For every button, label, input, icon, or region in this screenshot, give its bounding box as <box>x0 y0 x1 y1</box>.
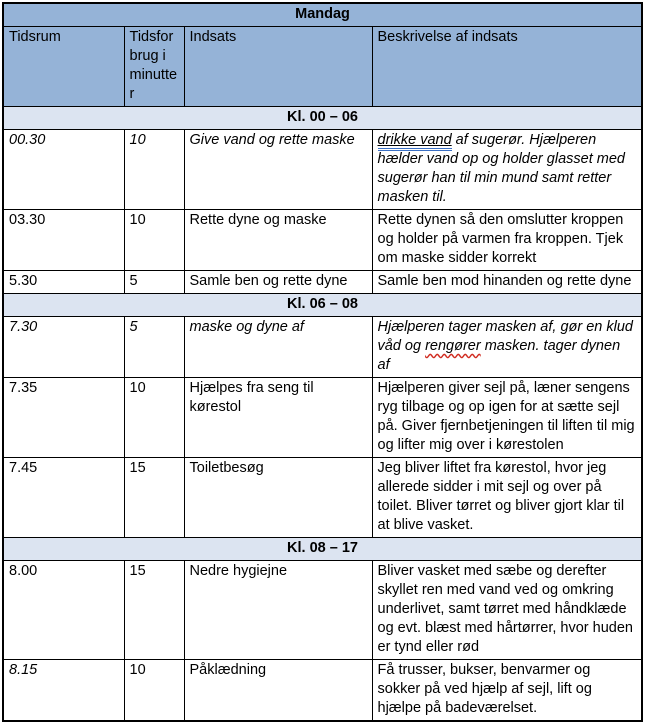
cell-beskrivelse: Samle ben mod hinanden og rette dyne <box>372 271 642 294</box>
cell-tidsforbrug: 10 <box>124 378 184 458</box>
col-header-tidsforbrug: Tidsforbrug i minutter <box>124 27 184 107</box>
section-row <box>3 538 642 561</box>
cell-indsats: Samle ben og rette dyne <box>184 271 372 294</box>
section-header-08-17: Kl. 08 – 17 <box>3 538 642 561</box>
cell-tidsrum: 8.00 <box>3 561 124 660</box>
cell-beskrivelse <box>372 130 642 210</box>
table-row <box>3 130 642 210</box>
cell-tidsforbrug: 10 <box>124 210 184 271</box>
section-row <box>3 107 642 130</box>
cell-beskrivelse: Bliver vasket med sæbe og derefter skyllet ren med vand ved og omkring underlivet, samt tørret med håndklæde og evt. blæst med hårtørrer, hvor huden er tynd eller rød <box>372 561 642 660</box>
cell-tidsrum: 00.30 <box>3 130 124 210</box>
cell-indsats: Toiletbesøg <box>184 458 372 538</box>
cell-tidsforbrug: 15 <box>124 561 184 660</box>
cell-tidsforbrug: 5 <box>124 317 184 378</box>
section-header-06-08: Kl. 06 – 08 <box>3 294 642 317</box>
description-text: Hjælperen tager masken af, gør en klud våd og <box>377 319 633 354</box>
cell-tidsforbrug: 5 <box>124 271 184 294</box>
cell-indsats: Give vand og rette maske <box>184 130 372 210</box>
cell-tidsrum: 7.45 <box>3 458 124 538</box>
cell-beskrivelse: Rette dynen så den omslutter kroppen og holder på varmen fra kroppen. Tjek om maske sidder korrekt <box>372 210 642 271</box>
col-header-indsats: Indsats <box>184 27 372 107</box>
cell-tidsforbrug: 10 <box>124 660 184 722</box>
column-header-row <box>3 27 642 107</box>
cell-tidsrum: 5.30 <box>3 271 124 294</box>
title-row <box>3 3 642 27</box>
cell-beskrivelse: Jeg bliver liftet fra kørestol, hvor jeg allerede sidder i mit sejl og over på toilet. Bliver tørret og bliver gjort klar til at blive vasket. <box>372 458 642 538</box>
cell-indsats: Påklædning <box>184 660 372 722</box>
cell-beskrivelse: Få trusser, bukser, benvarmer og sokker på ved hjælp af sejl, lift og hjælpe på badeværelset. <box>372 660 642 722</box>
cell-beskrivelse: Hjælperen giver sejl på, læner sengens ryg tilbage og op igen for at sætte sejl på. Giver fjernbetjeningen til liften til mig og lifter mig over i kørestolen <box>372 378 642 458</box>
spellcheck-underlined-text: rengører <box>425 338 481 354</box>
cell-indsats: Hjælpes fra seng til kørestol <box>184 378 372 458</box>
table-row <box>3 561 642 660</box>
table-row <box>3 317 642 378</box>
grammar-underlined-text: drikke vand <box>378 132 452 151</box>
section-row <box>3 294 642 317</box>
col-header-tidsrum: Tidsrum <box>3 27 124 107</box>
cell-indsats: maske og dyne af <box>184 317 372 378</box>
day-title: Mandag <box>3 3 642 27</box>
cell-tidsrum: 03.30 <box>3 210 124 271</box>
cell-tidsrum: 7.30 <box>3 317 124 378</box>
table-row <box>3 210 642 271</box>
cell-tidsrum: 7.35 <box>3 378 124 458</box>
table-row <box>3 458 642 538</box>
cell-tidsforbrug: 10 <box>124 130 184 210</box>
cell-tidsforbrug: 15 <box>124 458 184 538</box>
table-row <box>3 660 642 722</box>
cell-indsats: Rette dyne og maske <box>184 210 372 271</box>
table-row <box>3 271 642 294</box>
cell-tidsrum: 8.15 <box>3 660 124 722</box>
cell-beskrivelse <box>372 317 642 378</box>
description-text: af sugerør. Hjælperen hælder vand op og holder glasset med sugerør han til min mund samt retter masken til. <box>377 132 625 205</box>
section-header-00-06: Kl. 00 – 06 <box>3 107 642 130</box>
description-text: masken. tager dynen af <box>377 338 621 373</box>
schedule-table <box>2 2 643 722</box>
col-header-beskrivelse: Beskrivelse af indsats <box>372 27 642 107</box>
cell-indsats: Nedre hygiejne <box>184 561 372 660</box>
table-row <box>3 378 642 458</box>
